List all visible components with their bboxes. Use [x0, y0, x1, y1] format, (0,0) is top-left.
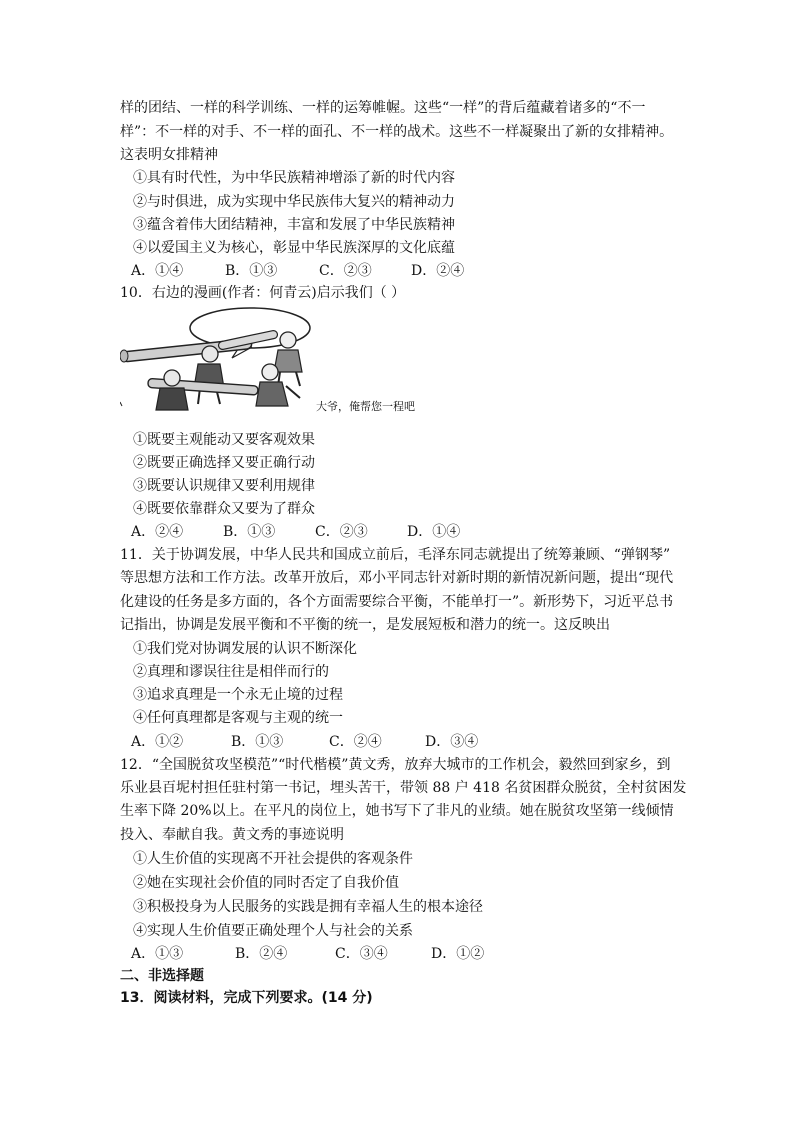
q11-stem-line-2: 等思想方法和工作方法。改革开放后，邓小平同志针对新时期的新情况新问题，提出“现代 — [120, 570, 674, 586]
q11-choice-d: D．③④ — [425, 734, 479, 750]
q12-stem-line-3: 生率下降 20%以上。在平凡的岗位上，她书写下了非凡的业绩。她在脱贫攻坚第一线倾情 — [120, 803, 674, 819]
q12-choice-c: C．③④ — [335, 946, 388, 962]
q9-option-2: ②与时俱进，成为实现中华民族伟大复兴的精神动力 — [133, 194, 455, 210]
q9-choice-c: C．②③ — [319, 263, 372, 279]
q11-choice-b: B．①③ — [231, 734, 284, 750]
cartoon-caption: 大爷，俺帮您一程吧 — [316, 400, 415, 413]
q9-option-4: ④以爱国主义为核心，彰显中华民族深厚的文化底蕴 — [133, 240, 455, 256]
q10-option-3: ③既要认识规律又要利用规律 — [133, 478, 315, 494]
q10-choice-a: A．②④ — [131, 524, 184, 540]
q12-choice-d: D．①② — [431, 946, 485, 962]
q9-choice-d: D．②④ — [411, 263, 465, 279]
q9-stem-line-1: 样的团结、一样的科学训练、一样的运筹帷幄。这些“一样”的背后蕴藏着诸多的“不一 — [120, 100, 646, 116]
q9-option-3: ③蕴含着伟大团结精神，丰富和发展了中华民族精神 — [133, 217, 455, 233]
q11-option-1: ①我们党对协调发展的认识不断深化 — [133, 641, 357, 657]
q9-choice-a: A．①④ — [131, 263, 184, 279]
q9-choice-b: B．①③ — [225, 263, 278, 279]
q11-option-2: ②真理和谬误往往是相伴而行的 — [133, 664, 329, 680]
q13-stem: 13．阅读材料，完成下列要求。(14 分) — [120, 990, 373, 1006]
q12-option-2: ②她在实现社会价值的同时否定了自我价值 — [133, 875, 399, 891]
q9-stem-line-2: 样”：不一样的对手、不一样的面孔、不一样的战术。这些不一样凝聚出了新的女排精神。 — [120, 124, 674, 140]
q11-stem-line-4: 记指出，协调是发展平衡和不平衡的统一，是发展短板和潜力的统一。这反映出 — [120, 617, 610, 633]
q11-option-4: ④任何真理都是客观与主观的统一 — [133, 710, 343, 726]
q11-stem-line-3: 化建设的任务是多方面的，各个方面需要综合平衡，不能单打一”。新形势下，习近平总书 — [120, 594, 674, 610]
q10-choices — [131, 522, 460, 542]
q9-stem-line-3: 这表明女排精神 — [120, 147, 218, 163]
q10-option-2: ②既要正确选择又要正确行动 — [133, 455, 315, 471]
q10-option-4: ④既要依靠群众又要为了群众 — [133, 501, 315, 517]
q11-choice-a: A．①② — [131, 734, 184, 750]
q10-choice-b: B．①③ — [223, 524, 276, 540]
q9-option-1: ①具有时代性，为中华民族精神增添了新的时代内容 — [133, 170, 455, 186]
section-2-title: 二、非选择题 — [120, 968, 204, 984]
q10-choice-c: C．②③ — [315, 524, 368, 540]
q12-choice-a: A．①③ — [131, 946, 184, 962]
q12-option-4: ④实现人生价值要正确处理个人与社会的关系 — [133, 923, 413, 939]
q12-choice-b: B．②④ — [235, 946, 288, 962]
q12-choices — [131, 944, 484, 964]
q11-option-3: ③追求真理是一个永无止境的过程 — [133, 687, 343, 703]
q10-stem: 10．右边的漫画(作者：何青云)启示我们（ ） — [120, 285, 406, 301]
q9-choices — [131, 261, 464, 281]
q12-option-3: ③积极投身为人民服务的实践是拥有幸福人生的根本途径 — [133, 899, 483, 915]
q12-stem-line-4: 投入、奉献自我。黄文秀的事迹说明 — [120, 827, 344, 843]
q10-choice-d: D．①④ — [407, 524, 461, 540]
q12-option-1: ①人生价值的实现离不开社会提供的客观条件 — [133, 851, 413, 867]
q12-stem-line-1: 12．“全国脱贫攻坚模范”“时代楷模”黄文秀，放弃大城市的工作机会，毅然回到家乡，到 — [120, 757, 671, 773]
q12-stem-line-2: 乐业县百坭村担任驻村第一书记，埋头苦干，带领 88 户 418 名贫困群众脱贫，全村贫困发 — [120, 780, 687, 796]
q11-stem-line-1: 11．关于协调发展，中华人民共和国成立前后，毛泽东同志就提出了统筹兼顾、“弹钢琴” — [120, 547, 671, 563]
q11-choice-c: C．②④ — [329, 734, 382, 750]
q11-choices — [131, 732, 478, 752]
q10-option-1: ①既要主观能动又要客观效果 — [133, 432, 315, 448]
